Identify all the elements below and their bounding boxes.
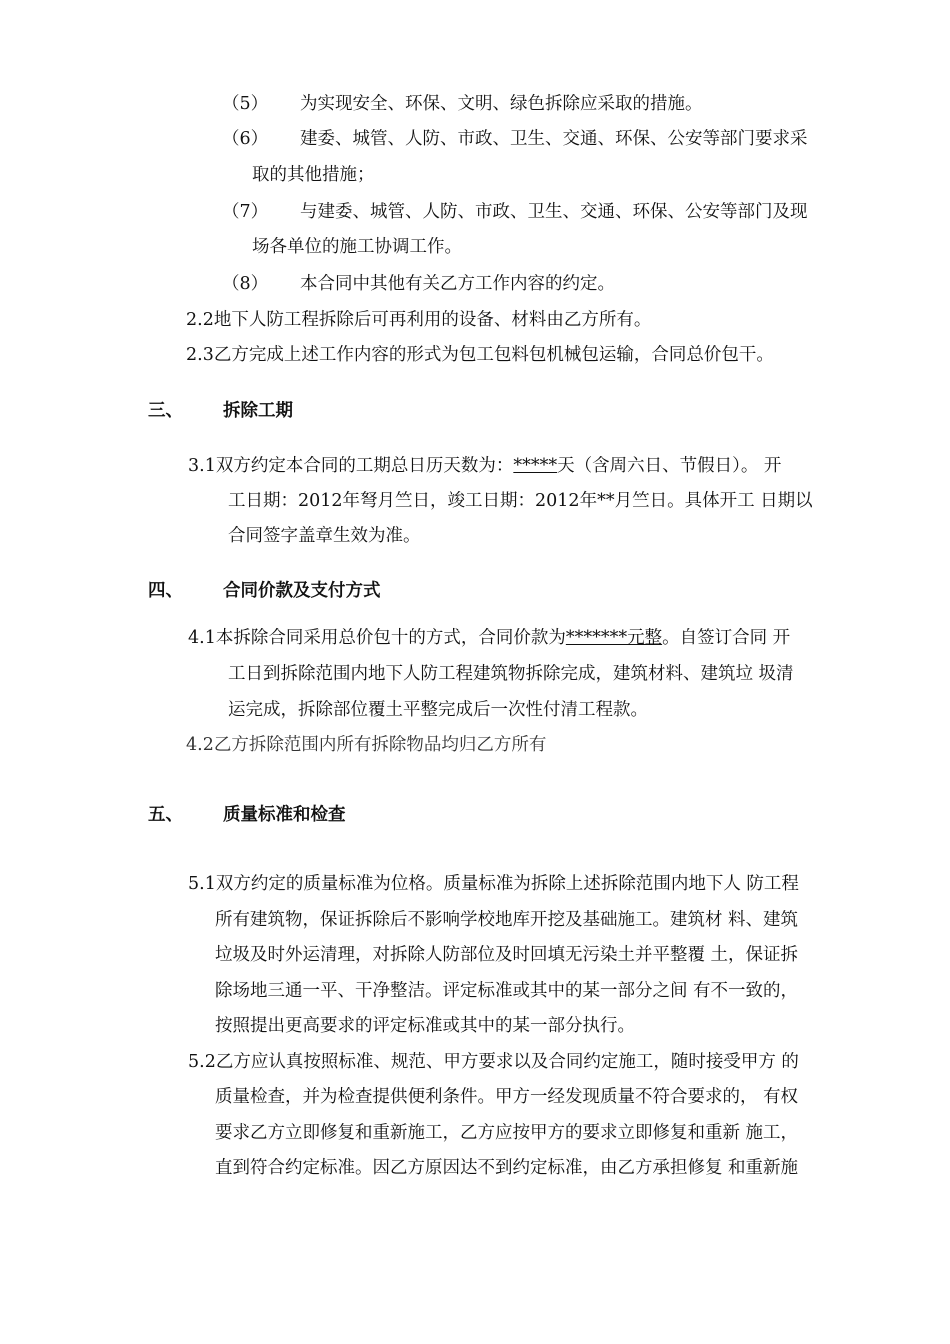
- paragraph-4-1: [188, 627, 790, 649]
- paragraph-3-1-line3: 合同签字盖章生效为准。: [228, 526, 421, 546]
- paragraph-5-1: 5.1双方约定的质量标准为位格。质量标准为拆除上述拆除范围内地下人 防工程: [188, 874, 799, 894]
- paragraph-4-1-line2: 工日到拆除范围内地下人防工程建筑物拆除完成，建筑材料、建筑垃 圾清: [228, 664, 794, 684]
- paragraph-2-3: 2.3乙方完成上述工作内容的形式为包工包料包机械包运输，合同总价包干。: [186, 345, 774, 365]
- item-text: 本合同中其他有关乙方工作内容的约定。: [300, 274, 615, 294]
- item-text-continued: 取的其他措施；: [252, 165, 375, 185]
- paragraph-5-2: 5.2乙方应认真按照标准、规范、甲方要求以及合同约定施工，随时接受甲方 的: [188, 1052, 799, 1072]
- item-number: （5）: [222, 94, 269, 114]
- paragraph-5-1-line: 垃圾及时外运清理，对拆除人防部位及时回填无污染土并平整覆 土，保证拆: [215, 945, 799, 965]
- list-item: [222, 273, 615, 295]
- underlined-blank: *****: [513, 456, 558, 476]
- paragraph-4-2: 4.2乙方拆除范围内所有拆除物品均归乙方所有: [186, 735, 547, 755]
- item-text: 与建委、城管、人防、市政、卫生、交通、环保、公安等部门及现: [300, 202, 808, 222]
- paragraph-5-2-line: 质量检查，并为检查提供便利条件。甲方一经发现质量不符合要求的， 有权: [215, 1087, 799, 1107]
- paragraph-5-1-line: 除场地三通一平、干净整洁。评定标准或其中的某一部分之间 有不一致的，: [215, 981, 799, 1001]
- section-number: 五、: [148, 805, 183, 825]
- underlined-amount: *******元整: [565, 628, 663, 648]
- section-heading: [148, 580, 381, 602]
- item-text-continued: 场各单位的施工协调工作。: [252, 237, 462, 257]
- paragraph-5-2-line: 直到符合约定标准。因乙方原因达不到约定标准，由乙方承担修复 和重新施: [215, 1158, 799, 1178]
- section-heading: [148, 400, 293, 422]
- paragraph-3-1: [188, 455, 781, 477]
- item-text: 建委、城管、人防、市政、卫生、交通、环保、公安等部门要求采: [300, 129, 808, 149]
- list-item: [222, 93, 703, 115]
- paragraph-text: 天（含周六日、节假日）。 开: [557, 456, 782, 476]
- item-text: 为实现安全、环保、文明、绿色拆除应采取的措施。: [300, 94, 703, 114]
- section-heading: [148, 804, 346, 826]
- item-number: （6）: [222, 129, 269, 149]
- section-title: 合同价款及支付方式: [223, 581, 381, 601]
- item-number: （8）: [222, 274, 269, 294]
- paragraph-2-2: 2.2地下人防工程拆除后可再利用的设备、材料由乙方所有。: [186, 310, 652, 330]
- item-number: （7）: [222, 202, 269, 222]
- list-item: [222, 201, 808, 223]
- paragraph-5-2-line: 要求乙方立即修复和重新施工，乙方应按甲方的要求立即修复和重新 施工，: [215, 1123, 799, 1143]
- paragraph-5-1-line: 所有建筑物，保证拆除后不影响学校地库开挖及基础施工。建筑材 料、建筑: [215, 910, 799, 930]
- list-item: [222, 128, 808, 150]
- paragraph-text: 。自签订合同 开: [662, 628, 791, 648]
- section-title: 拆除工期: [223, 401, 293, 421]
- paragraph-5-1-line: 按照提出更高要求的评定标准或其中的某一部分执行。: [215, 1016, 635, 1036]
- section-number: 三、: [148, 401, 183, 421]
- section-title: 质量标准和检查: [223, 805, 346, 825]
- paragraph-text: 4.1本拆除合同采用总价包十的方式，合同价款为: [188, 628, 566, 648]
- section-number: 四、: [148, 581, 183, 601]
- paragraph-3-1-line2: 工日期：2012年弩月竺日，竣工日期：2012年**月竺日。具体开工 日期以: [228, 491, 813, 511]
- paragraph-4-1-line3: 运完成，拆除部位覆土平整完成后一次性付清工程款。: [228, 700, 648, 720]
- paragraph-text: 3.1双方约定本合同的工期总日历天数为：: [188, 456, 514, 476]
